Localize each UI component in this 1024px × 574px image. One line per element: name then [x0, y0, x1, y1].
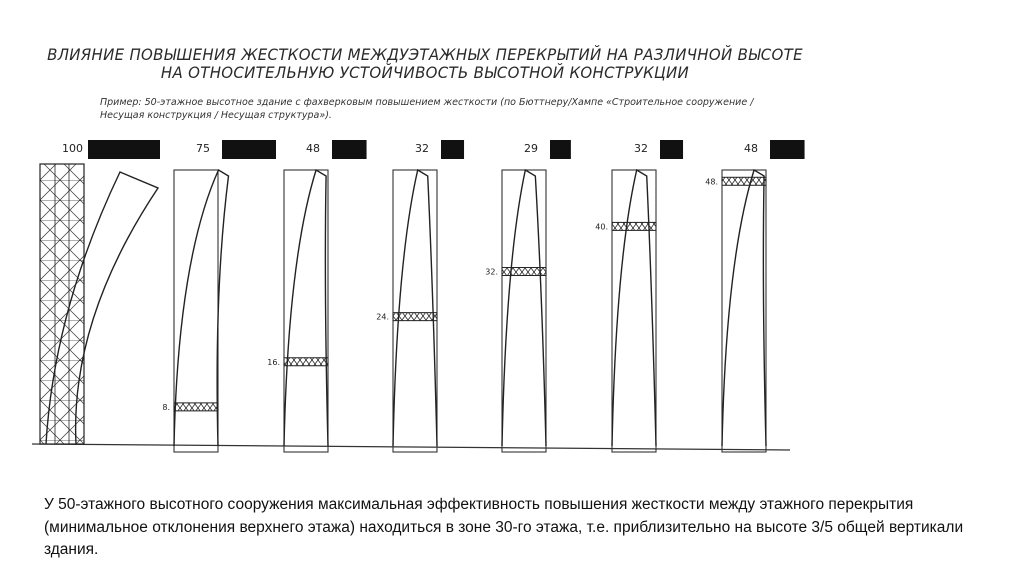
deflection-value-label: 29 — [524, 142, 538, 155]
building-panel — [705, 140, 804, 452]
stiffening-floor-label: 40. — [595, 222, 608, 232]
example-note-line-1: Пример: 50-этажное высотное здание с фахверковым повышением жесткости (по Бюттнеру/Хампе «Строительное сооружение / — [100, 97, 754, 108]
deflection-bar — [660, 140, 683, 159]
deflection-value-label: 48 — [744, 142, 758, 155]
building-panel — [162, 140, 276, 452]
original-outline — [502, 170, 546, 452]
deflection-value-label: 48 — [306, 142, 320, 155]
deflection-curve — [502, 170, 546, 446]
deflection-bar — [441, 140, 464, 159]
deflection-bar — [332, 140, 367, 159]
building-panel — [485, 140, 571, 452]
deflection-curve — [393, 170, 437, 446]
building-panel — [267, 140, 366, 452]
deflection-bar — [222, 140, 276, 159]
diagram-title-line-1: ВЛИЯНИЕ ПОВЫШЕНИЯ ЖЕСТКОСТИ МЕЖДУЭТАЖНЫХ ПЕРЕКРЫТИЙ НА РАЗЛИЧНОЙ ВЫСОТЕ — [47, 45, 803, 65]
deflection-value-label: 32 — [634, 142, 648, 155]
lattice-tower — [40, 164, 84, 444]
building-panel — [595, 140, 683, 452]
deflection-value-label: 100 — [62, 142, 83, 155]
deflection-curve — [722, 170, 766, 446]
deflection-curve — [284, 170, 328, 446]
deflection-bar — [770, 140, 805, 159]
deflection-bar — [88, 140, 160, 159]
stiffening-floor-band — [722, 177, 766, 185]
deflection-bar — [550, 140, 571, 159]
ground-line — [32, 444, 790, 450]
building-panel — [40, 140, 160, 444]
deflection-value-label: 32 — [415, 142, 429, 155]
stiffening-floor-band — [284, 358, 328, 366]
stiffening-floor-band — [502, 268, 546, 276]
building-panel — [376, 140, 464, 452]
deflection-curve — [612, 170, 656, 446]
stiffening-floor-label: 16. — [267, 357, 280, 367]
deflection-value-label: 75 — [196, 142, 210, 155]
stiffening-floor-band — [612, 222, 656, 230]
stiffening-floor-label: 48. — [705, 177, 718, 187]
example-note-line-2: Несущая конструкция / Несущая структура»). — [100, 110, 332, 121]
stiffening-floor-band — [393, 313, 437, 321]
diagram-title-line-2: НА ОТНОСИТЕЛЬНУЮ УСТОЙЧИВОСТЬ ВЫСОТНОЙ КОНСТРУКЦИИ — [160, 63, 690, 83]
stiffening-floor-label: 8. — [162, 402, 170, 412]
stiffening-floor-label: 32. — [485, 267, 498, 277]
stiffening-floor-band — [174, 403, 218, 411]
stiffening-floor-label: 24. — [376, 312, 389, 322]
caption-text: У 50-этажного высотного сооружения максимальная эффективность повышения жесткости между этажного перекрытия (минимальное отклонения верхнего этажа) находиться в зоне 30-го этажа, т.е. приблизительно на высоте 3/5 общей вертикали здания. — [44, 496, 964, 558]
